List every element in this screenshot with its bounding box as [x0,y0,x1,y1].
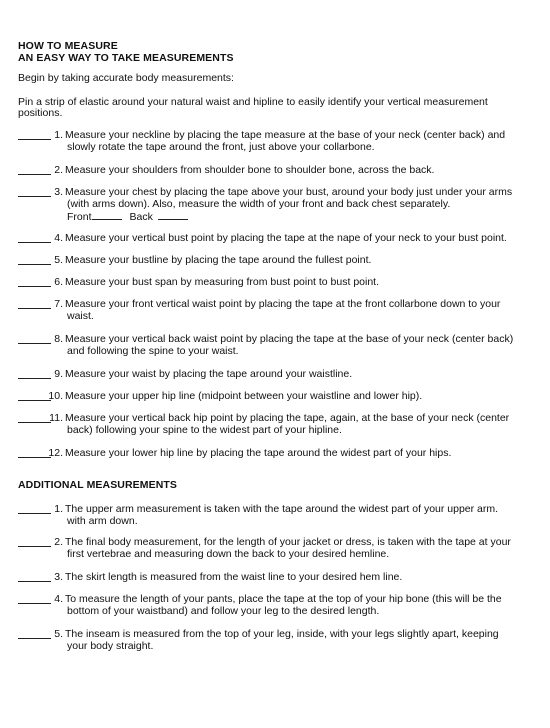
item-text-line: with arm down. [67,515,138,527]
item-text-line: Measure your shoulders from shoulder bone to shoulder bone, across the back. [65,164,435,176]
item-text-line: To measure the length of your pants, place the tape at the top of your hip bone (this will be the [65,593,502,605]
item-number: 3. [54,186,63,198]
item-text-line: Measure your vertical bust point by placing the tape at the nape of your neck to your bust point. [65,232,507,244]
answer-blank[interactable] [18,571,51,582]
item-number: 5. [54,628,63,640]
item-number: 1. [54,503,63,515]
answer-blank[interactable] [18,276,51,287]
item-text-line: Measure your bustline by placing the tape around the fullest point. [65,254,372,266]
intro-begin: Begin by taking accurate body measurements: [18,72,234,84]
answer-blank[interactable] [18,232,51,243]
answer-blank[interactable] [18,164,51,175]
answer-blank[interactable] [18,333,51,344]
item-text-line: Measure your bust span by measuring from bust point to bust point. [65,276,380,288]
item-text-line: Measure your waist by placing the tape around your waistline. [65,368,353,380]
item-number: 2. [54,536,63,548]
item-text-line: Measure your vertical back hip point by placing the tape, again, at the base of your neck (center [65,412,510,424]
answer-blank[interactable] [18,536,51,547]
title-line-1: HOW TO MEASURE [18,40,118,52]
item-text-line: waist. [67,310,94,322]
item-text [65,333,513,357]
item-text [65,276,379,288]
item-text-line: The upper arm measurement is taken with the tape around the widest part of your upper arm. [65,503,499,515]
item-text-line: The final body measurement, for the length of your jacket or dress, is taken with the tape at your [65,536,511,548]
item-text [65,412,509,436]
item-number: 12. [48,447,63,459]
front-label: Front [67,211,92,223]
item-text-line: slowly rotate the tape around the front, just above your collarbone. [67,141,375,153]
item-text [65,368,352,380]
item-number: 10. [48,390,63,402]
answer-blank[interactable] [18,254,51,265]
item-text-line: and following the spine to your waist. [67,345,239,357]
item-text-line: (with arms down). Also, measure the width of your front and back chest separately. [67,198,451,210]
item-text-line: The inseam is measured from the top of your leg, inside, with your legs slightly apart, keeping [65,628,499,640]
item-text [65,186,512,223]
item-number: 11. [49,412,63,424]
item-text [65,164,434,176]
item-number: 4. [54,593,63,605]
item-number: 6. [54,276,63,288]
item-text-line: bottom of your waistband) and follow your leg to the desired length. [67,605,380,617]
item-text [65,571,402,583]
additional-heading: ADDITIONAL MEASUREMENTS [18,479,178,491]
item-text [65,298,500,322]
answer-blank[interactable] [18,186,51,197]
item-number: 1. [54,129,63,141]
answer-blank[interactable] [18,129,51,140]
item-text [65,628,499,652]
item-text [65,593,502,617]
intro-pin-line-1: Pin a strip of elastic around your natural waist and hipline to easily identify your vertical measurement [18,96,488,108]
item-text-line: first vertebrae and measuring down the back to your desired hemline. [67,548,390,560]
item-number: 2. [54,164,63,176]
item-number: 4. [54,232,63,244]
item-text-line: Measure your chest by placing the tape above your bust, around your body just under your arms [65,186,513,198]
item-text-line: Measure your neckline by placing the tape measure at the base of your neck (center back) and [65,129,506,141]
item-text-line: Measure your upper hip line (midpoint between your waistline and lower hip). [65,390,423,402]
intro-pin-line-2: positions. [18,107,63,119]
item-text-line: Measure your front vertical waist point by placing the tape at the front collarbone down to your [65,298,501,310]
item-number: 5. [54,254,63,266]
answer-blank[interactable] [18,628,51,639]
item-text-line: Measure your vertical back waist point by placing the tape at the base of your neck (center back) [65,333,514,345]
item-text-line: back) following your spine to the widest part of your hipline. [67,424,342,436]
answer-blank[interactable] [18,503,51,514]
front-back-row [65,210,512,223]
item-text [65,503,498,527]
title-line-2: AN EASY WAY TO TAKE MEASUREMENTS [18,52,234,64]
answer-blank[interactable] [18,368,51,379]
item-text-line: your body straight. [67,640,154,652]
front-blank[interactable] [92,210,122,220]
item-text-line: Measure your lower hip line by placing the tape around the widest part of your hips. [65,447,452,459]
item-text [65,447,451,459]
back-label: Back [129,211,153,223]
answer-blank[interactable] [18,298,51,309]
item-text [65,232,507,244]
item-text [65,390,422,402]
item-number: 9. [54,368,63,380]
item-text [65,129,505,153]
back-blank[interactable] [158,210,188,220]
item-number: 7. [54,298,63,310]
item-text [65,536,511,560]
item-number: 3. [54,571,63,583]
item-text [65,254,371,266]
answer-blank[interactable] [18,593,51,604]
item-text-line: The skirt length is measured from the waist line to your desired hem line. [65,571,403,583]
item-number: 8. [54,333,63,345]
